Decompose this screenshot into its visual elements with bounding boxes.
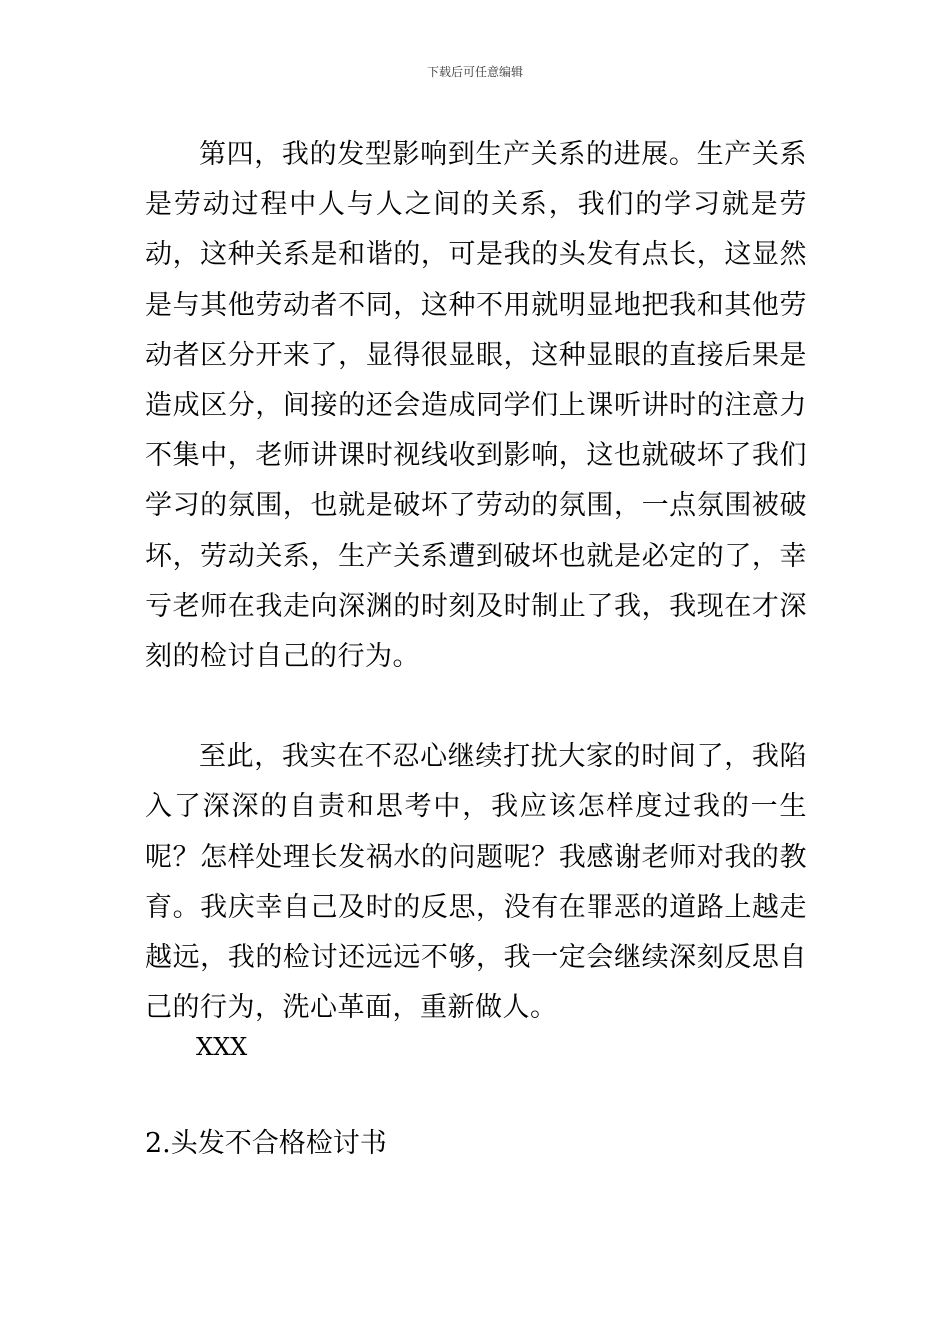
document-body [145,130,807,1033]
section-title: 2.头发不合格检讨书 [145,1128,387,1159]
paragraph-production-relations: 第四，我的发型影响到生产关系的进展。生产关系是劳动过程中人与人之间的关系，我们的学习就是劳动，这种关系是和谐的，可是我的头发有点长，这显然是与其他劳动者不同，这种不用就明显地把我和其他劳动者区分开来了，显得很显眼，这种显眼的直接后果是造成区分，间接的还会造成同学们上课听讲时的注意力不集中，老师讲课时视线收到影响，这也就破坏了我们学习的氛围，也就是破坏了劳动的氛围，一点氛围被破坏，劳动关系，生产关系遭到破坏也就是必定的了，幸亏老师在我走向深渊的时刻及时制止了我，我现在才深刻的检讨自己的行为。 [145,139,807,673]
paragraph-conclusion: 至此，我实在不忍心继续打扰大家的时间了，我陷入了深深的自责和思考中，我应该怎样度过我的一生呢？怎样处理长发祸水的问题呢？我感谢老师对我的教育。我庆幸自己及时的反思，没有在罪恶的道路上越走越远，我的检讨还远远不够，我一定会继续深刻反思自己的行为，洗心革面，重新做人。 [145,741,807,1024]
signature: XXX [196,1033,248,1061]
page-header: 下载后可任意编辑 [426,65,523,79]
